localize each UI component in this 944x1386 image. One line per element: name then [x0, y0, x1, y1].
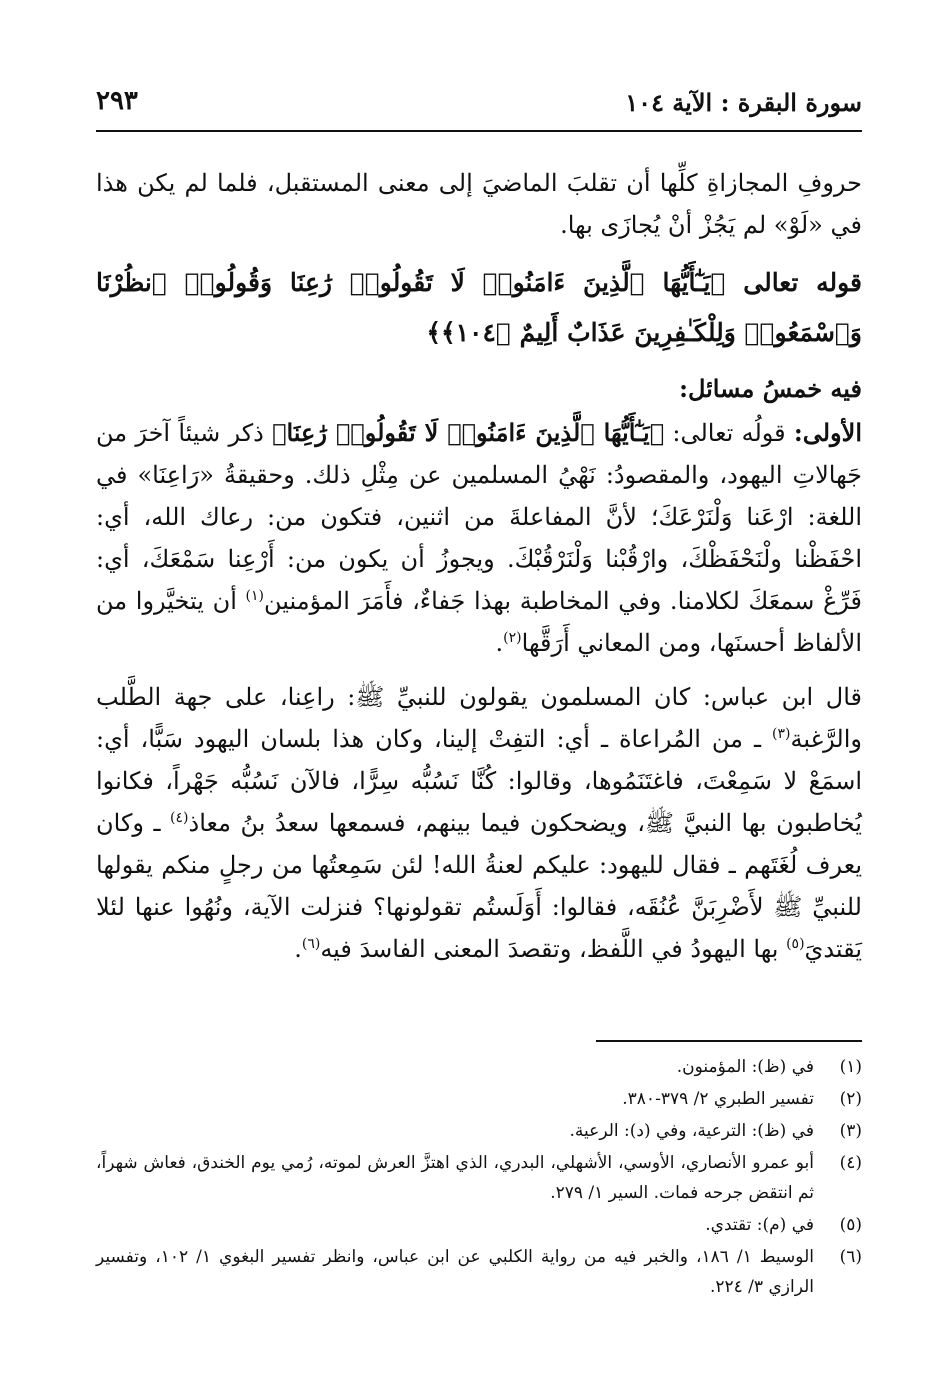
- footnote-text: في (ظ): الترعية، وفي (د): الرعية.: [569, 1121, 814, 1141]
- first-issue-paragraph: [96, 412, 862, 664]
- footnote-number: (١): [839, 1057, 862, 1077]
- main-text: [96, 162, 862, 970]
- footnote-ref-6: (٦): [301, 936, 321, 952]
- verse-block: [96, 258, 862, 358]
- page-header: [96, 86, 862, 128]
- footnote-text: أبو عمرو الأنصاري، الأوسي، الأشهلي، البدري، الذي اهتزَّ العرش لموته، رُمي يوم الخندق، فعاش شهراً، ثم انتقض جرحه فمات. السير ١/ ٢٧٩.: [96, 1153, 814, 1203]
- footnote: [96, 1052, 862, 1082]
- footnote-number: (٥): [839, 1215, 862, 1235]
- footnote: [96, 1242, 862, 1302]
- intro-paragraph: [96, 162, 862, 246]
- footnote-number: (٤): [839, 1153, 862, 1173]
- footnote: [96, 1148, 862, 1208]
- p1-quran-quote: ﴿يَـٰٓأَيُّهَا ٱلَّذِينَ ءَامَنُوا۟ لَا تَقُولُوا۟ رَٰعِنَا﴾: [272, 418, 665, 447]
- footnote-number: (٣): [839, 1121, 862, 1141]
- intro-line-1: حروفِ المجازاةِ كلِّها أن تقلبَ الماضيَ إلى معنى المستقبل، فلما لم يكن هذا في: [96, 169, 862, 239]
- p2-text-b: ـ من المُراعاة ـ أي: التفِتْ إلينا، وكان هذا بلسان اليهود سَبًّا، أي: اسمَعْ لا سَمِعْتَ، فاغتَنَمُوها، وقالوا: كُنَّا نَسُبُّه سِرًّا، فالآن نَسُبُّه جَهْراً، فكانوا يُخاطبون بها النبيَّ ﷺ، ويضحكون فيما بينهم، فسمعها سعدُ بنُ معاذ: [96, 725, 862, 837]
- footnote-ref-1: (١): [245, 588, 265, 604]
- footnote-text: في (ظ): المؤمنون.: [676, 1057, 814, 1077]
- p1-text-c: أن يتخيَّروا من الألفاظ أحسنَها، ومن المعاني أَرَقَّها: [96, 587, 862, 657]
- verse-text: ﴿يَـٰٓأَيُّهَا ٱلَّذِينَ ءَامَنُوا۟ لَا تَقُولُوا۟ رَٰعِنَا وَقُولُوا۟ ٱنظُرْنَا وَٱسْمَعُوا۟ وَلِلْكَـٰفِرِينَ عَذَابٌ أَلِيمٌ ﴿١٠٤﴾﴾: [96, 268, 862, 347]
- footnote: [96, 1084, 862, 1114]
- p1-end: .: [495, 629, 504, 657]
- p2-text-a: قال ابن عباس: كان المسلمون يقولون للنبيِّ ﷺ: راعِنا، على جهة الطَّلب والرَّغبة: [96, 683, 862, 753]
- footnotes: [96, 1050, 862, 1304]
- issues-heading: فيه خمسُ مسائل:: [679, 374, 862, 403]
- intro-line-2: «لَوْ» لم يَجُزْ أنْ يُجازَى بها.: [560, 211, 823, 239]
- footnote-text: تفسير الطبري ٢/ ٣٧٩-٣٨٠.: [622, 1089, 814, 1109]
- first-issue-label: الأولى:: [793, 418, 862, 447]
- ibn-abbas-paragraph: [96, 676, 862, 970]
- footnote: [96, 1210, 862, 1240]
- footnote-text: الوسيط ١/ ١٨٦، والخبر فيه من رواية الكلبي عن ابن عباس، وانظر تفسير البغوي ١/ ١٠٢، وتفسير الرازي ٣/ ٢٢٤.: [96, 1247, 814, 1297]
- p2-text-d: بها اليهودُ في اللَّفظ، وتقصدَ المعنى الفاسدَ فيه: [320, 935, 779, 963]
- p2-text-c: ـ وكان يعرف لُغَتَهم ـ فقال لليهود: عليكم لعنةُ الله! لئن سَمِعتُها من رجلٍ منكم يقولها للنبيِّ ﷺ لأَضْرِبَنَّ عُنُقَه، فقالوا: أَوَلَستُم تقولونها؟ فنزلت الآية، ونُهُوا عنها لئلا يَقتديَ: [96, 809, 862, 963]
- p2-end: .: [294, 935, 302, 963]
- footnote-ref-5: (٥): [786, 936, 805, 952]
- p1-text-a: قولُه تعالى:: [672, 419, 786, 447]
- page-number: ٢٩٣: [96, 86, 138, 116]
- footnote-number: (٦): [839, 1247, 862, 1267]
- running-title: سورة البقرة : الآية ١٠٤: [625, 88, 862, 117]
- footnote: [96, 1116, 862, 1146]
- footnote-number: (٢): [839, 1089, 862, 1109]
- paragraph-gap: [96, 664, 862, 676]
- footnote-ref-3: (٣): [772, 726, 791, 742]
- footnote-ref-4: (٤): [170, 810, 189, 826]
- verse-intro: قوله تعالى: [743, 268, 862, 297]
- footnote-ref-2: (٢): [503, 630, 522, 646]
- footnote-rule: [596, 1040, 862, 1042]
- footnote-text: في (م): تقتدي.: [705, 1215, 814, 1235]
- header-rule: [96, 130, 862, 132]
- p1-text-b: ذكر شيئاً آخرَ من جَهالاتِ اليهود، والمقصودُ: نَهْيُ المسلمين عن مِثْلِ ذلك. وحقيقةُ «رَاعِنَا» في اللغة: ارْعَنا وَلْنَرْعَكَ؛ لأنَّ المفاعلةَ من اثنين، فتكون من: رعاك الله، أي: احْفَظْنا ولْنَحْفَظْكَ، وارْقُبْنا وَلْنَرْقُبْكَ. ويجوزُ أن يكون من: أَرْعِنا سَمْعَكَ، أي: فَرِّغْ سمعَكَ لكلامنا. وفي المخاطبة بهذا جَفاءٌ، فأَمَرَ المؤمنين: [96, 419, 862, 615]
